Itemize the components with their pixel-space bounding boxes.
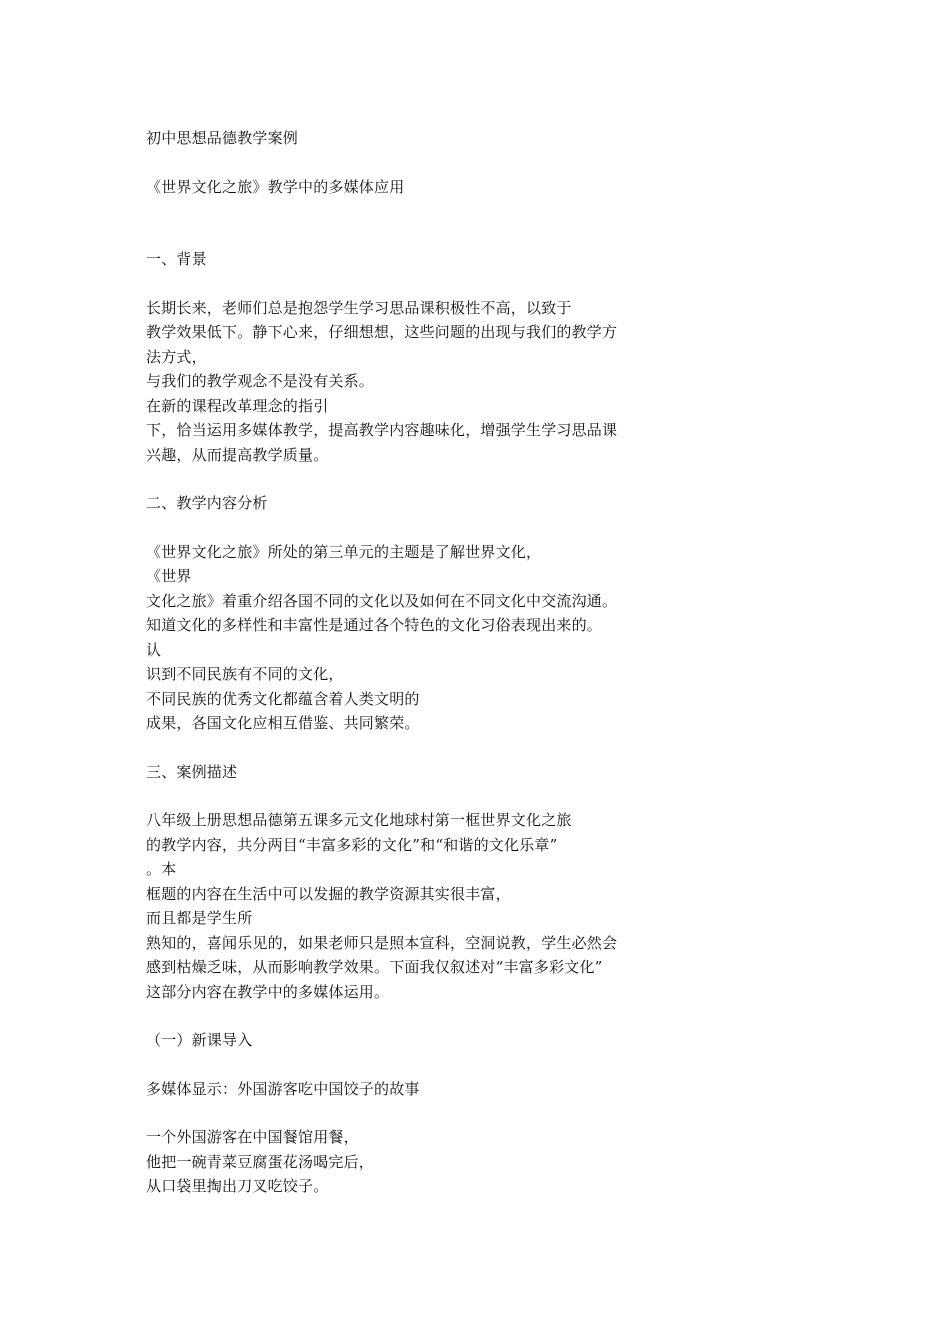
document-subtitle: 《世界文化之旅》教学中的多媒体应用 [146, 177, 405, 196]
paragraph-line: 而且都是学生所 [146, 909, 253, 927]
paragraph-line: 八年级上册思想品德第五课多元文化地球村第一框世界文化之旅 [146, 811, 572, 829]
paragraph-line: 。本 [146, 860, 177, 878]
paragraph-line: 不同民族的优秀文化都蕴含着人类文明的 [146, 689, 420, 708]
paragraph-line: 从口袋里掏出刀叉吃饺子。 [146, 1177, 329, 1195]
section-heading-case-description: 三、案例描述 [146, 762, 238, 781]
paragraph-line: 的教学内容，共分两目“丰富多彩的文化”和“和谐的文化乐章” [146, 835, 558, 854]
section-heading-content-analysis: 二、教学内容分析 [146, 494, 268, 512]
paragraph-line: 兴趣，从而提高教学质量。 [146, 445, 329, 464]
paragraph-line: 感到枯燥乏味，从而影响教学效果。下面我仅叙述对“丰富多彩文化” [146, 958, 603, 976]
paragraph-line: 法方式， [146, 347, 207, 366]
paragraph-line: 他把一碗青菜豆腐蛋花汤喝完后， [146, 1152, 375, 1171]
section-background-paragraph [146, 296, 706, 468]
paragraph-line: 长期长来，老师们总是抱怨学生学习思品课积极性不高，以致于 [146, 298, 572, 317]
media-display-line: 多媒体显示：外国游客吃中国饺子的故事 [146, 1079, 420, 1098]
section-heading-background: 一、背景 [146, 250, 207, 268]
paragraph-line: 框题的内容在生活中可以发掘的教学资源其实很丰富， [146, 884, 511, 903]
paragraph-line: 成果，各国文化应相互借鉴、共同繁荣。 [146, 714, 420, 732]
paragraph-line: 一个外国游客在中国餐馆用餐， [146, 1128, 359, 1146]
paragraph-line: 这部分内容在教学中的多媒体运用。 [146, 982, 390, 1001]
paragraph-line: 文化之旅》着重介绍各国不同的文化以及如何在不同文化中交流沟通。 [146, 591, 618, 610]
story-paragraph [146, 1125, 706, 1199]
paragraph-line: 熟知的，喜闻乐见的，如果老师只是照本宣科，空洞说教，学生必然会 [146, 933, 618, 952]
subsection-heading-new-lesson: （一）新课导入 [146, 1031, 253, 1049]
document-body [146, 126, 706, 1199]
paragraph-line: 教学效果低下。静下心来，仔细想想，这些问题的出现与我们的教学方 [146, 323, 618, 341]
paragraph-line: 与我们的教学观念不是没有关系。 [146, 372, 375, 390]
paragraph-line: 知道文化的多样性和丰富性是通过各个特色的文化习俗表现出来的。 [146, 616, 603, 634]
paragraph-line: 识到不同民族有不同的文化， [146, 665, 344, 683]
section-content-analysis-paragraph [146, 540, 706, 736]
paragraph-line: 在新的课程改革理念的指引 [146, 396, 329, 415]
document-title: 初中思想品德教学案例 [146, 129, 299, 147]
paragraph-line: 《世界 [146, 567, 192, 585]
paragraph-line: 下，恰当运用多媒体教学，提高教学内容趣味化，增强学生学习思品课 [146, 421, 618, 439]
paragraph-line: 认 [146, 640, 162, 659]
section-case-description-paragraph [146, 808, 706, 1004]
paragraph-line: 《世界文化之旅》所处的第三单元的主题是了解世界文化， [146, 542, 542, 561]
